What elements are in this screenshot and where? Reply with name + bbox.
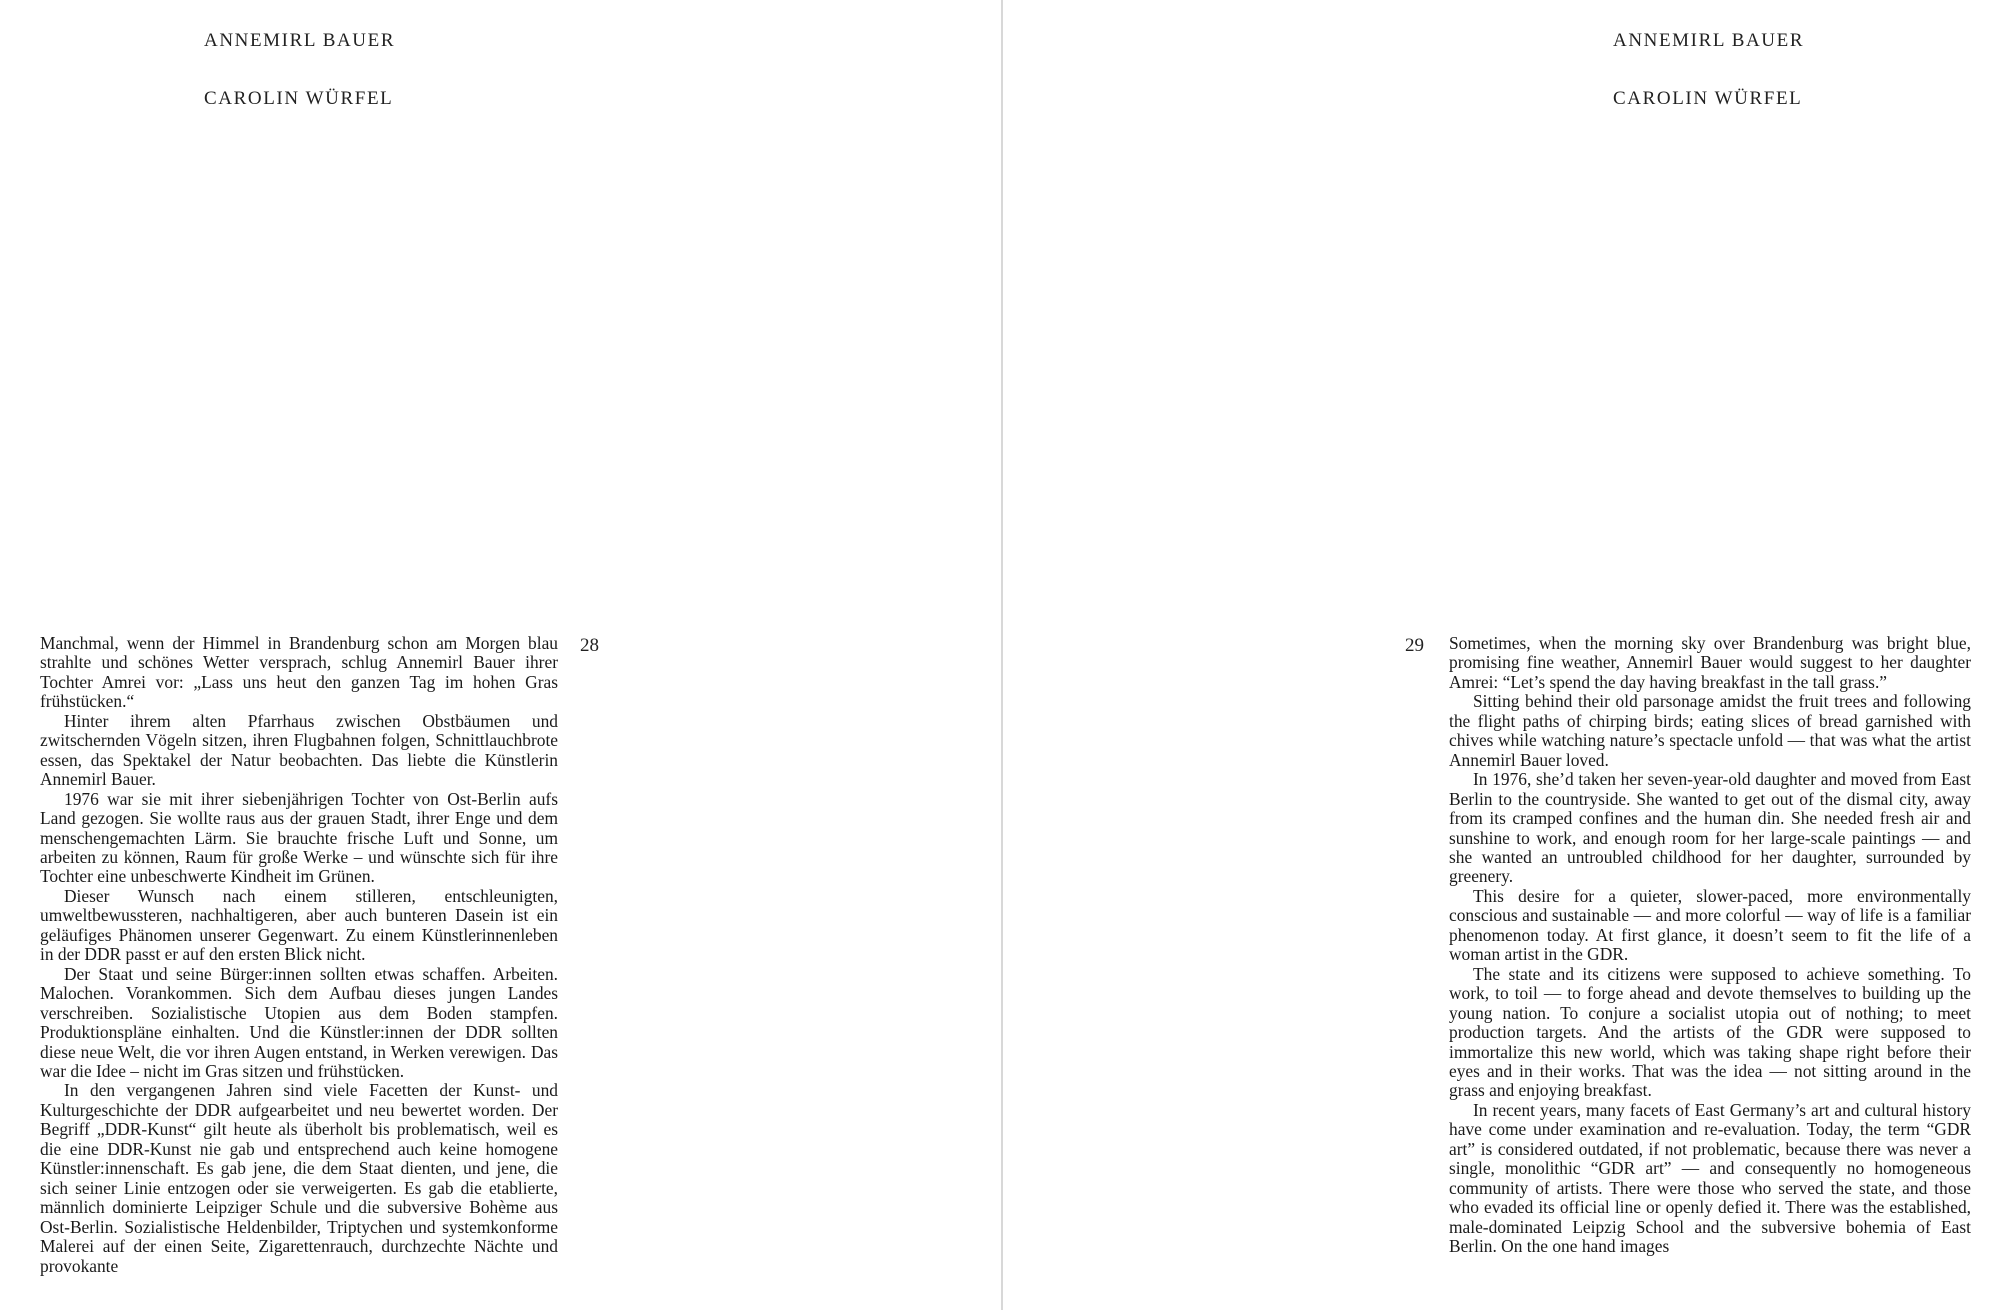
paragraph: Dieser Wunsch nach einem stilleren, entschleunigten, umweltbewussteren, nachhaltigeren, aber auch bunteren Dasein ist ein geläufiges Phänomen unserer Gegenwart. Zu einem Künstlerinnenleben in der DDR passt er auf den ersten Blick nicht. [40, 885, 558, 965]
right-body-text [1449, 634, 1971, 1257]
paragraph: In 1976, she’d taken her seven-year-old daughter and moved from East Berlin to the countryside. She wanted to get out of the dismal city, away from its cramped confines and the human din. She needed fresh air and sunshine to work, and enough room for her large-scale paintings — and she wanted an untroubled childhood for her daughter, surrounded by greenery. [1449, 769, 1971, 887]
left-writer-heading: CAROLIN WÜRFEL [204, 88, 394, 109]
paragraph: Sitting behind their old parsonage amidst the fruit trees and following the flight paths of chirping birds; eating slices of bread garnished with chives while watching nature’s spectacle unfold — that was what the artist Annemirl Bauer loved. [1449, 691, 1971, 770]
paragraph: Der Staat und seine Bürger:innen sollten etwas schaffen. Arbeiten. Malochen. Vorankommen. Sich dem Aufbau dieses jungen Landes verschreiben. Sozialistische Utopien aus dem Boden stampfen. Produktionspläne einhalten. Und die Künstler:innen der DDR sollten diese neue Welt, die vor ihren Augen entstand, in Werken verewigen. Das war die Idee – nicht im Gras sitzen und frühstücken. [40, 963, 558, 1081]
paragraph: 1976 war sie mit ihrer siebenjährigen Tochter von Ost-Berlin aufs Land gezogen. Sie wollte raus aus der grauen Stadt, ihrer Enge und dem menschengemachten Lärm. Sie brauchte frische Luft und Sonne, um arbeiten zu können, Raum für große Werke – und wünschte sich für ihre Tochter eine unbeschwerte Kindheit im Grünen. [40, 788, 558, 887]
left-page-number: 28 [580, 635, 599, 656]
left-body-text [40, 634, 558, 1276]
left-author-heading: ANNEMIRL BAUER [204, 30, 396, 51]
gutter-divider [1001, 0, 1003, 1310]
paragraph: This desire for a quieter, slower-paced, more environmentally conscious and sustainable — and more colorful — way of life is a familiar phenomenon today. At first glance, it doesn’t seem to fit the life of a woman artist in the GDR. [1449, 885, 1971, 965]
right-page-number: 29 [1405, 635, 1424, 656]
paragraph: In recent years, many facets of East Germany’s art and cultural history have come under examination and re-evaluation. Today, the term “GDR art” is considered outdated, if not problematic, because there was never a single, monolithic “GDR art” — and consequently no homogeneous community of artists. There were those who served the state, and those who evaded its official line or openly defied it. There was the established, male-dominated Leipzig School and the subversive bohemia of East Berlin. On the one hand images [1449, 1099, 1971, 1257]
paragraph: Hinter ihrem alten Pfarrhaus zwischen Obstbäumen und zwitschernden Vögeln sitzen, ihren Flugbahnen folgen, Schnittlauchbrote essen, das Spektakel der Natur beobachten. Das liebte die Künstlerin Annemirl Bauer. [40, 710, 558, 790]
paragraph: In den vergangenen Jahren sind viele Facetten der Kunst- und Kulturgeschichte der DDR aufgearbeitet und neu bewertet worden. Der Begriff „DDR-Kunst“ gilt heute als überholt bis problematisch, weil es die eine DDR-Kunst nie gab und entsprechend auch keine homogene Künstler:innenschaft. Es gab jene, die dem Staat dienten, und jene, die sich seiner Linie entzogen oder sie verweigerten. Es gab die etablierte, männlich dominierte Leipziger Schule und die subversive Bohème aus Ost-Berlin. Sozialistische Heldenbilder, Triptychen und systemkonforme Malerei auf der einen Seite, Zigarettenrauch, durchzechte Nächte und provokante [40, 1080, 558, 1276]
right-writer-heading: CAROLIN WÜRFEL [1613, 88, 1803, 109]
right-author-heading: ANNEMIRL BAUER [1613, 30, 1805, 51]
paragraph: Sometimes, when the morning sky over Brandenburg was bright blue, promising fine weather, Annemirl Bauer would suggest to her daughter Amrei: “Let’s spend the day having breakfast in the tall grass.” [1449, 633, 1971, 692]
paragraph: Manchmal, wenn der Himmel in Brandenburg schon am Morgen blau strahlte und schönes Wetter versprach, schlug Annemirl Bauer ihrer Tochter Amrei vor: „Lass uns heut den ganzen Tag im hohen Gras frühstücken.“ [40, 633, 558, 712]
paragraph: The state and its citizens were supposed to achieve something. To work, to toil — to forge ahead and devote themselves to building up the young nation. To conjure a socialist utopia out of nothing; to meet production targets. And the artists of the GDR were supposed to immortalize this new world, which was taking shape right before their eyes and in their works. That was the idea — not sitting around in the grass and enjoying breakfast. [1449, 963, 1971, 1101]
